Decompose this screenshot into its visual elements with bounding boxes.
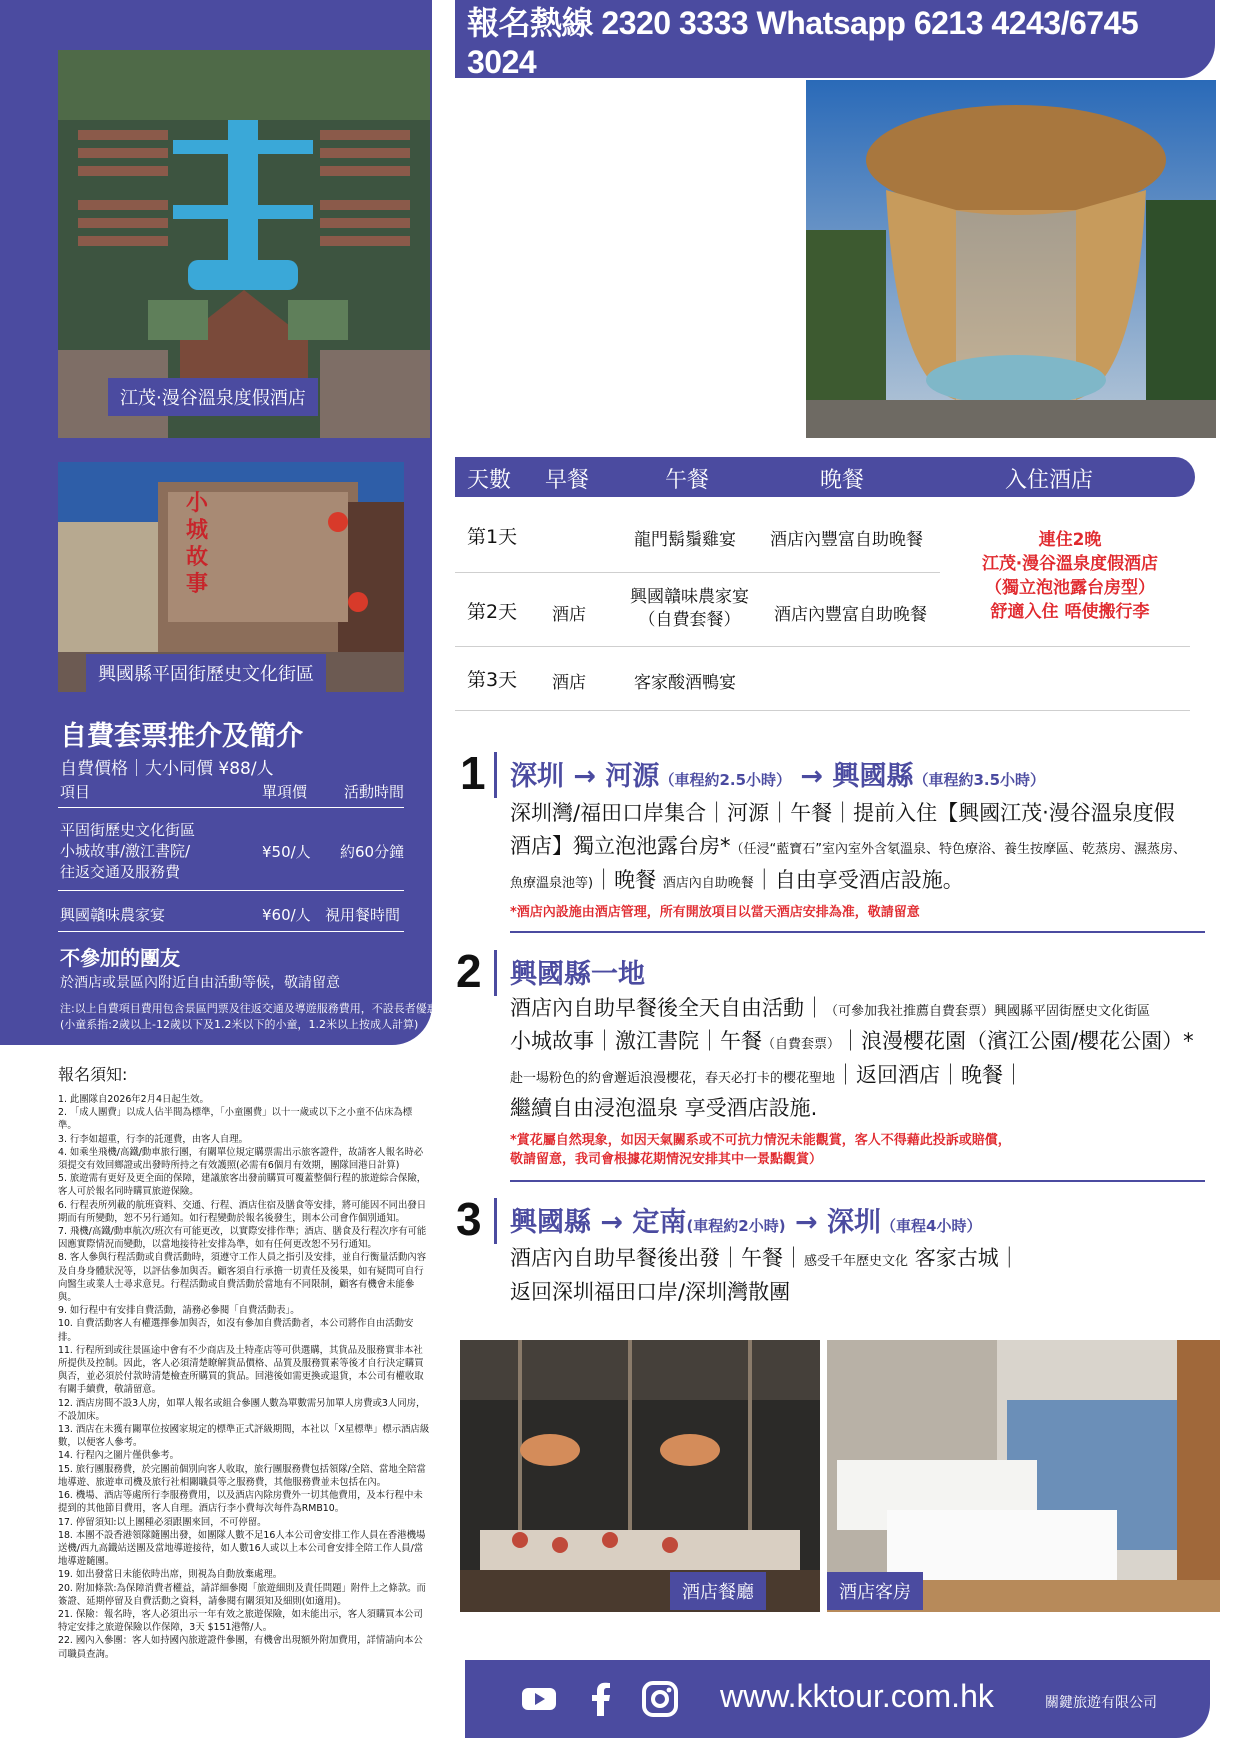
row-divider (455, 646, 1190, 647)
terms-item: 9. 如行程中有安排自費活動，請務必參閱「自費活動表」。 (58, 1305, 300, 1317)
optional-item-2-time: 視用餐時間 (325, 906, 401, 924)
gazebo-photo (806, 80, 1216, 438)
footer-bar (465, 1660, 1210, 1738)
room-photo (827, 1340, 1220, 1612)
optional-item-1-time: 約60分鐘 (340, 843, 405, 861)
resort-photo-label: 江茂‧漫谷溫泉度假酒店 (108, 378, 318, 416)
day1-title-b: → 興國縣 (800, 761, 914, 792)
optional-divider (58, 890, 404, 891)
terms-item: 3. 行李如超重，行李的託運費，由客人自理。 (58, 1133, 249, 1145)
hotel-line-2: 江茂‧漫谷溫泉度假酒店 (982, 554, 1158, 574)
optional-item-1-price: ¥50/人 (262, 843, 311, 861)
day2-number: 2 (456, 945, 482, 997)
day1-line-2 (510, 830, 1186, 860)
terms-list (58, 1093, 430, 1661)
terms-item: 16. 機場、酒店等處所行李服務費用，以及酒店內除房費外一切其他費用，及本行程中未提到的其他節目費用，客人自理。酒店行李小費每次每件為RMB10。 (58, 1490, 423, 1515)
day2-line-1b: （可參加我社推薦自費套票）興國縣平固街歷史文化街區 (825, 1004, 1151, 1019)
day3-number: 3 (456, 1193, 482, 1245)
header-lunch: 午餐 (665, 468, 710, 493)
day2-line-3a: 赴一場粉色的約會邂逅浪漫櫻花，春天必打卡的櫻花聖地 (510, 1071, 836, 1086)
header-breakfast: 早餐 (545, 468, 590, 493)
day1-line-2a: 酒店】獨立泡池露台房* (510, 834, 731, 858)
terms-item: 2. 「成人團費」以成人佔半間為標準，「小童團費」以十一歲或以下之小童不佔床為標準。 (58, 1107, 413, 1132)
day1-line-1: 深圳灣/福田口岸集合｜河源｜午餐｜提前入住【興國江茂‧漫谷溫泉度假 (510, 801, 1175, 825)
hotel-line-4: 舒適入住 唔使搬行李 (990, 602, 1150, 622)
day2-line-1 (510, 992, 1150, 1022)
day2-line-2a: 小城故事｜激江書院｜午餐 (510, 1029, 762, 1053)
day2-note-2: 敬請留意，我司會根據花期情況安排其中一景點觀賞） (510, 1152, 823, 1167)
hotel-line-1: 連住2晚 (1038, 530, 1102, 550)
terms-item: 15. 旅行團服務費，於完團前個別向客人收取，旅行團服務費包括領隊/全陪、當地全陪當地導遊、旅遊車司機及旅行社相關職員等之服務費，其他服務費並未包括在內。 (58, 1463, 426, 1488)
day3-line-2: 返回深圳福田口岸/深圳灣散團 (510, 1280, 791, 1304)
instagram-icon[interactable] (641, 1680, 679, 1718)
street-photo-label: 興國縣平固街歷史文化街區 (86, 654, 326, 692)
day1-line-3c: 酒店內自助晚餐 (662, 876, 754, 891)
row-divider (455, 572, 940, 573)
optional-price-line: 自費價格｜大小同價 ¥88/人 (60, 759, 274, 779)
day1-time-b: （車程約3.5小時） (913, 771, 1046, 789)
day-bar (494, 950, 497, 996)
day3-line-1c: 客家古城｜ (914, 1246, 1020, 1270)
day2-line-4: 繼續自由浸泡溫泉 享受酒店設施. (510, 1096, 818, 1120)
terms-item: 20. 附加條款:為保障消費者權益，請詳細參閱「旅遊細則及責任問題」附件上之條款。而簽證、延期停留及自費活動之資料，請參閱有關須知及細則(如適用)。 (58, 1582, 426, 1607)
hotel-line-3: （獨立泡池露台房型） (985, 578, 1155, 598)
row2-lunch: 興國贛味農家宴 （自費套餐） (630, 587, 749, 630)
terms-item: 4. 如乘坐飛機/高鐵/動車旅行團，有關單位規定購票需出示旅客證件，故請客人報名時必須提交有效回鄉證或出發時所持之有效護照(必需有6個月有效期，團隊回港日計算) (58, 1146, 424, 1172)
terms-item: 11. 行程所到或往景區途中會有不少商店及土特產店等可供選購，其貨品及服務實非本社所提供及控制。因此，客人必須清楚瞭解貨品價格、品質及服務質素等後才自行決定購買與否，並必須於付款時清楚檢查所購買的貨品。回港後如需更換或退貨，本公司有權收取有關手續費，敬請留意。 (58, 1344, 424, 1396)
nonjoin-text: 於酒店或景區內附近自由活動等候，敬請留意 (60, 975, 340, 991)
day1-line-3b: ｜晚餐 (593, 868, 657, 892)
company-name: 關鍵旅遊有限公司 (1045, 1695, 1157, 1711)
optional-divider (58, 931, 404, 932)
day1-line-2b: （任浸“藍寶石”室內室外含氡溫泉、特色療浴、養生按摩區、乾蒸房、濕蒸房、 (730, 842, 1186, 857)
optional-divider (58, 807, 404, 808)
terms-title: 報名須知: (58, 1065, 128, 1084)
terms-item: 14. 行程內之圖片僅供參考。 (58, 1450, 180, 1462)
row1-lunch: 龍門鬍鬚雞宴 (634, 530, 736, 550)
terms-item: 7. 飛機/高鐵/動車航次/班次有可能更改，以實際安排作準；酒店、膳食及行程次序有可能因應實際情況而變動，以當地接待社安排為準，如有任何更改恕不另行通知。 (58, 1226, 427, 1251)
day1-line-3d: ｜自由享受酒店設施。 (753, 868, 964, 892)
optional-item-2-price: ¥60/人 (262, 906, 311, 924)
row3-breakfast: 酒店 (552, 673, 586, 693)
row2-dinner: 酒店內豐富自助晚餐 (774, 605, 927, 625)
day1-title-a: 深圳 → 河源 (510, 761, 660, 792)
terms-item: 22. 國內入參團：客人如持國內旅遊證件參團，有機會出現額外附加費用，詳情請向本公司職員查詢。 (58, 1635, 423, 1660)
terms-item: 5. 旅遊需有更好及更全面的保障，建議旅客出發前購買可覆蓋整個行程的旅遊綜合保險，客人可於報名同時購買旅遊保險。 (58, 1173, 427, 1198)
optional-item-2-name: 興國贛味農家宴 (60, 906, 166, 924)
day1-line-3a: 魚療溫泉池等) (510, 876, 594, 891)
optional-item-1-name: 平固街歷史文化街區 小城故事/激江書院/ 往返交通及服務費 (60, 821, 196, 881)
meal-table-header (455, 457, 1195, 497)
terms-item: 19. 如出發當日未能依時出席，則視為自動放棄處理。 (58, 1569, 283, 1581)
day-bar (494, 752, 497, 798)
day3-line-1 (510, 1242, 1020, 1272)
terms-item: 10. 自費活動客人有權選擇參加與否，如沒有參加自費活動者，本公司將作自由活動安排。 (58, 1318, 414, 1343)
hotline-bar: 報名熱線 2320 3333 Whatsapp 6213 4243/6745 3024 (455, 0, 1215, 78)
terms-item: 8. 客人參與行程活動或自費活動時，須遵守工作人員之指引及安排，並自行衡量活動內容及自身身體狀況等，以評估參加與否。顧客須自行承擔一切責任及後果，如有疑問可自行向醫生或業人士尋求意見。行程活動或自費活動於當地有不同限制，顧客有機會未能參與。 (58, 1252, 427, 1304)
day2-title: 興國縣一地 (510, 959, 645, 990)
header-dinner: 晚餐 (820, 468, 865, 493)
optional-note-1: 注:以上自費項目費用包含景區門票及往返交通及導遊服務費用，不設長者優惠。 (60, 1002, 449, 1015)
header-hotel: 入住酒店 (1005, 468, 1094, 493)
row3-day: 第3天 (467, 669, 518, 691)
row-divider (455, 710, 1190, 711)
day1-time-a: （車程約2.5小時） (659, 771, 792, 789)
row2-day: 第2天 (467, 601, 518, 623)
day2-line-2b: （自費套票） (762, 1037, 841, 1052)
street-photo (58, 462, 404, 692)
section-separator (510, 931, 1205, 933)
day3-title-a: 興國縣 → 定南 (510, 1207, 687, 1238)
terms-item: 18. 本團不設香港領隊隨團出發，如團隊人數不足16人本公司會安排工作人員在香港機場送機/西九高鐵站送團及當地導遊接待，如人數16人或以上本公司會安排全陪工作人員/當地導遊隨團。 (58, 1529, 426, 1568)
day1-title (510, 754, 1045, 793)
day3-line-1b: 感受千年歷史文化 (804, 1254, 909, 1269)
row3-lunch: 客家酸酒鴨宴 (634, 673, 736, 693)
row1-dinner: 酒店內豐富自助晚餐 (770, 530, 923, 550)
website-link[interactable]: www.kktour.com.hk (720, 1678, 994, 1714)
day2-line-3b: ｜返回酒店｜晚餐｜ (835, 1063, 1025, 1087)
row2-breakfast: 酒店 (552, 605, 586, 625)
day3-time-b: （車程4小時） (881, 1217, 982, 1235)
optional-note-2: (小童系指:2歲以上-12歲以下及1.2米以下的小童，1.2米以上按成人計算) (60, 1018, 419, 1031)
youtube-icon[interactable] (520, 1680, 558, 1718)
optional-header-price: 單項價 (262, 783, 308, 801)
day2-line-2c: ｜浪漫櫻花園（濱江公園/櫻花公園）* (840, 1029, 1194, 1053)
day2-line-2 (510, 1025, 1194, 1055)
section-separator (510, 1180, 1205, 1182)
terms-item: 21. 保險：報名時，客人必須出示一年有效之旅遊保險，如未能出示，客人須購買本公司特定安排之旅遊保險以作保障，3天 $151港幣/人。 (58, 1608, 423, 1634)
day1-note: *酒店內設施由酒店管理，所有開放項目以當天酒店安排為准，敬請留意 (510, 905, 920, 920)
hotel-info (960, 528, 1180, 624)
day3-title (510, 1200, 981, 1239)
terms-item: 17. 停留須知:以上團種必須跟團來回，不可停留。 (58, 1516, 267, 1528)
street-sign-text: 小城故事 (186, 491, 209, 597)
optional-header-item: 項目 (60, 783, 91, 801)
day3-title-b: → 深圳 (795, 1207, 882, 1238)
restaurant-photo-label: 酒店餐廳 (670, 1572, 766, 1610)
row1-day: 第1天 (467, 526, 518, 548)
restaurant-photo (460, 1340, 820, 1612)
day-bar (494, 1198, 497, 1244)
day3-time-a: (車程約2小時) (686, 1217, 786, 1235)
optional-header-time: 活動時間 (344, 783, 405, 801)
resort-aerial-photo (58, 50, 430, 438)
terms-item: 13. 酒店在未獲有關單位按國家規定的標準正式評級期間，本社以「X星標準」標示酒店級數，以便客人參考。 (58, 1424, 430, 1449)
day2-note-1: *賞花屬自然現象，如因天氣關系或不可抗力情況未能觀賞，客人不得藉此投訴或賠償， (510, 1133, 1011, 1148)
day2-line-1a: 酒店內自助早餐後全天自由活動｜ (510, 996, 825, 1020)
header-days: 天數 (467, 468, 512, 493)
terms-item: 6. 行程表所列載的航班資料、交通、行程、酒店住宿及膳食等安排，將可能因不同出發日期而有所變動，恕不另行通知。如行程變動於報名後發生，則本公司會作個別通知。 (58, 1199, 427, 1224)
day3-line-1a: 酒店內自助早餐後出發｜午餐｜ (510, 1246, 804, 1270)
day2-line-3 (510, 1059, 1024, 1089)
terms-item: 1. 此團隊自2026年2月4日起生效。 (58, 1094, 209, 1105)
day1-number: 1 (460, 747, 486, 799)
terms-item: 12. 酒店房間不設3人房，如單人報名或組合參團人數為單數需另加單人房費或3人同房，不設加床。 (58, 1397, 426, 1422)
facebook-icon[interactable] (583, 1680, 621, 1718)
day1-line-3 (510, 864, 964, 894)
nonjoin-title: 不參加的團友 (60, 946, 180, 970)
optional-title: 自費套票推介及簡介 (60, 721, 303, 752)
room-photo-label: 酒店客房 (827, 1572, 923, 1610)
